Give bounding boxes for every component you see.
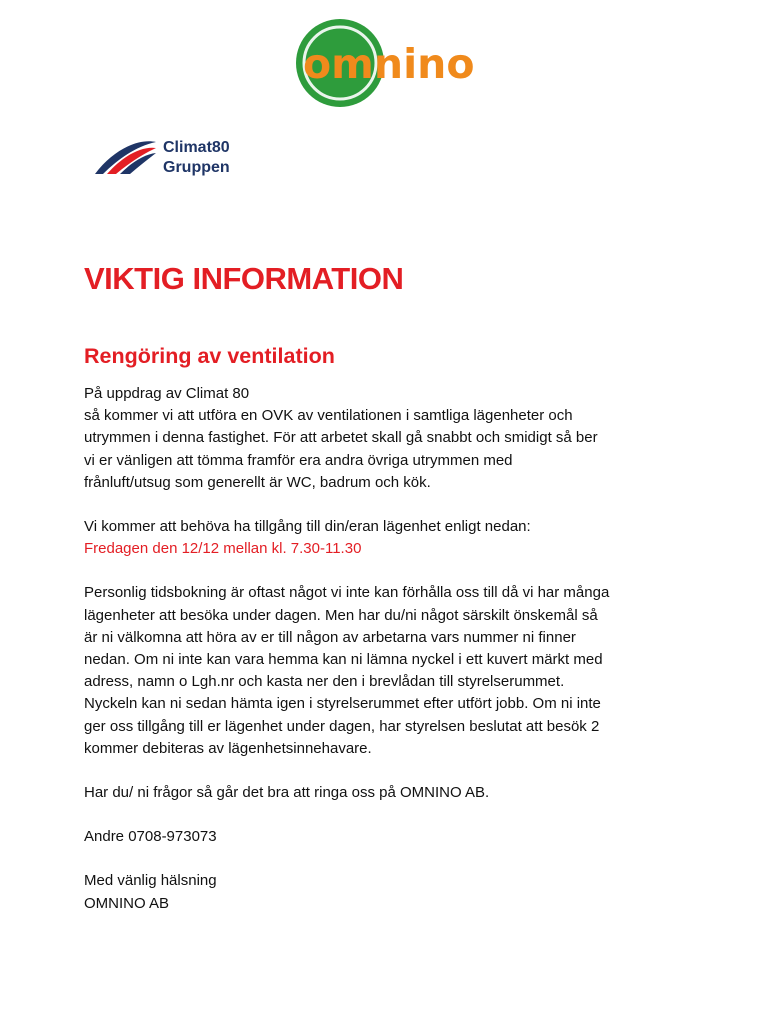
paragraph-line: kommer debiteras av lägenhetsinnehavare. (84, 739, 372, 757)
paragraph-booking (84, 582, 724, 760)
notice-subtitle: Rengöring av ventilation (84, 344, 335, 368)
paragraph-line: adress, namn o Lgh.nr och kasta ner den i brevlådan till styrelserummet. (84, 673, 565, 691)
paragraph-line: så kommer vi att utföra en OVK av ventilationen i samtliga lägenheter och (84, 407, 573, 425)
paragraph-line: På uppdrag av Climat 80 (84, 385, 250, 402)
paragraph-closing (84, 870, 724, 914)
paragraph-line: Nyckeln kan ni sedan hämta igen i styrelserummet efter utfört jobb. Om ni inte (84, 695, 601, 713)
omnino-logo (296, 19, 486, 107)
paragraph-line: ger oss tillgång till er lägenhet under dagen, har styrelsen beslutat att besök 2 (84, 717, 600, 735)
paragraph-access (84, 516, 724, 560)
climat80-gruppen-logo (93, 132, 253, 182)
paragraph-line: nedan. Om ni inte kan vara hemma kan ni lämna nyckel i ett kuvert märkt med (84, 651, 603, 669)
closing-company: OMNINO AB (84, 894, 170, 912)
page-title: VIKTIG INFORMATION (84, 261, 404, 296)
paragraph-line: frånluft/utsug som generellt är WC, badrum och kök. (84, 473, 431, 491)
omnino-logo-text: omnino (303, 40, 475, 88)
access-date: Fredagen den 12/12 mellan kl. 7.30-11.30 (84, 540, 362, 558)
paragraph-contact (84, 826, 724, 848)
paragraph-assignment (84, 383, 724, 494)
paragraph-line: Personlig tidsbokning är oftast något vi inte kan förhålla oss till då vi har många (84, 584, 610, 602)
climat-logo-line2: Gruppen (163, 159, 230, 176)
paragraph-line: utrymmen i denna fastighet. För att arbetet skall gå snabbt och smidigt så ber (84, 429, 598, 447)
paragraph-line: är ni välkomna att höra av er till någon av arbetarna vars nummer ni finner (84, 628, 576, 646)
climat-logo-line1: Climat80 (163, 139, 230, 156)
paragraph-line: lägenheter att besöka under dagen. Men har du/ni något särskilt önskemål så (84, 606, 598, 624)
paragraph-line: vi er vänligen att tömma framför era andra övriga utrymmen med (84, 451, 513, 469)
closing-greeting: Med vänlig hälsning (84, 872, 217, 890)
contact-phone: Andre 0708-973073 (84, 828, 217, 846)
notice-content (84, 255, 724, 915)
questions-text: Har du/ ni frågor så går det bra att ringa oss på OMNINO AB. (84, 784, 490, 802)
access-text: Vi kommer att behöva ha tillgång till din/eran lägenhet enligt nedan: (84, 518, 531, 536)
paragraph-questions (84, 782, 724, 804)
